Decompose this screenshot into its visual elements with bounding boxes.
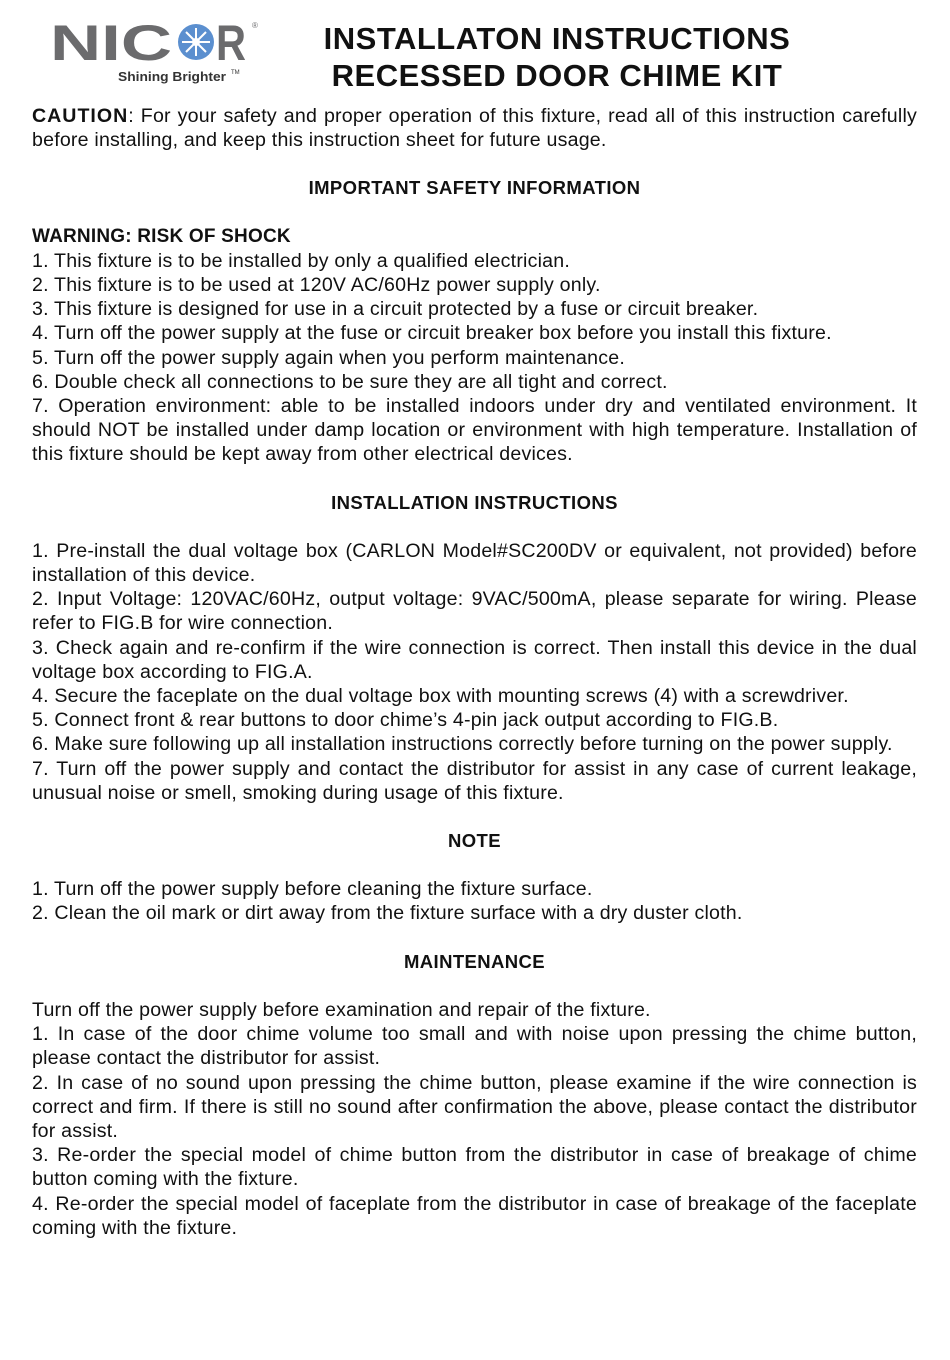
list-item: 7. Turn off the power supply and contact the distributor for assist in any case of current leakage, unusual noise or smell, smoking during usage of this fixture. bbox=[32, 757, 917, 804]
svg-text:NIC: NIC bbox=[50, 18, 172, 71]
list-item: 1. Pre-install the dual voltage box (CARLON Model#SC200DV or equivalent, not provided) before installation of this device. bbox=[32, 539, 917, 587]
list-item: 3. Re-order the special model of chime button from the distributor in case of breakage of chime button coming with the fixture. bbox=[32, 1144, 917, 1191]
list-item: 7. Operation environment: able to be installed indoors under dry and ventilated environment. It should NOT be installed under damp location or environment with high temperature. Installation of this fixture should be kept away from other electrical devices. bbox=[32, 395, 917, 466]
list-item: 2. Input Voltage: 120VAC/60Hz, output voltage: 9VAC/500mA, please separate for wiring. Please refer to FIG.B for wire connection. bbox=[32, 588, 917, 635]
nicor-logo bbox=[50, 18, 265, 88]
document-body bbox=[32, 104, 917, 1240]
caution-label: CAUTION bbox=[32, 105, 129, 127]
nicor-logo-graphic bbox=[50, 18, 265, 88]
list-item: 2. This fixture is to be used at 120V AC/60Hz power supply only. bbox=[32, 274, 601, 297]
title-line-2: RECESSED DOOR CHIME KIT bbox=[331, 58, 783, 93]
list-item: 1. In case of the door chime volume too small and with noise upon pressing the chime button, please contact the distributor for assist. bbox=[32, 1023, 917, 1070]
warning-subheading: WARNING: RISK OF SHOCK bbox=[32, 225, 291, 247]
list-item: 1. Turn off the power supply before cleaning the fixture surface. bbox=[32, 878, 593, 901]
list-item: 6. Make sure following up all installation instructions correctly before turning on the power supply. bbox=[32, 733, 893, 756]
list-item: 3. Check again and re-confirm if the wire connection is correct. Then install this device in the dual voltage box according to FIG.A. bbox=[32, 636, 917, 683]
list-item: 5. Connect front & rear buttons to door chime’s 4-pin jack output according to FIG.B. bbox=[32, 709, 779, 732]
caution-text: : For your safety and proper operation of this fixture, read all of this instruction carefully before installing, and keep this instruction sheet for future usage. bbox=[32, 105, 917, 152]
list-item: 5. Turn off the power supply again when you perform maintenance. bbox=[32, 346, 625, 369]
caution-paragraph bbox=[32, 104, 917, 152]
document-title bbox=[272, 20, 842, 94]
svg-text:®: ® bbox=[252, 21, 258, 30]
list-item: 1. This fixture is to be installed by only a qualified electrician. bbox=[32, 249, 570, 272]
list-item: 6. Double check all connections to be sure they are all tight and correct. bbox=[32, 370, 668, 393]
list-item: 4. Secure the faceplate on the dual voltage box with mounting screws (4) with a screwdriver. bbox=[32, 685, 849, 708]
list-item: 2. Clean the oil mark or dirt away from the fixture surface with a dry duster cloth. bbox=[32, 902, 743, 925]
svg-text:Shining Brighter: Shining Brighter bbox=[118, 69, 226, 84]
list-item: 2. In case of no sound upon pressing the chime button, please examine if the wire connection is correct and firm. If there is still no sound after confirmation the above, please contact the distributor for assist. bbox=[32, 1071, 917, 1142]
list-item: 3. This fixture is designed for use in a circuit protected by a fuse or circuit breaker. bbox=[32, 298, 759, 321]
installation-heading: INSTALLATION INSTRUCTIONS bbox=[331, 491, 618, 513]
list-item: 4. Turn off the power supply at the fuse or circuit breaker box before you install this fixture. bbox=[32, 322, 832, 345]
note-heading: NOTE bbox=[448, 830, 501, 852]
safety-heading: IMPORTANT SAFETY INFORMATION bbox=[308, 177, 641, 199]
svg-text:TM: TM bbox=[231, 70, 240, 76]
maintenance-intro: Turn off the power supply before examination and repair of the fixture. bbox=[32, 998, 651, 1021]
maintenance-heading: MAINTENANCE bbox=[403, 950, 546, 972]
title-line-1: INSTALLATON INSTRUCTIONS bbox=[323, 21, 791, 56]
list-item: 4. Re-order the special model of faceplate from the distributor in case of breakage of the faceplate coming with the fixture. bbox=[32, 1192, 917, 1239]
svg-text:R: R bbox=[216, 18, 246, 71]
